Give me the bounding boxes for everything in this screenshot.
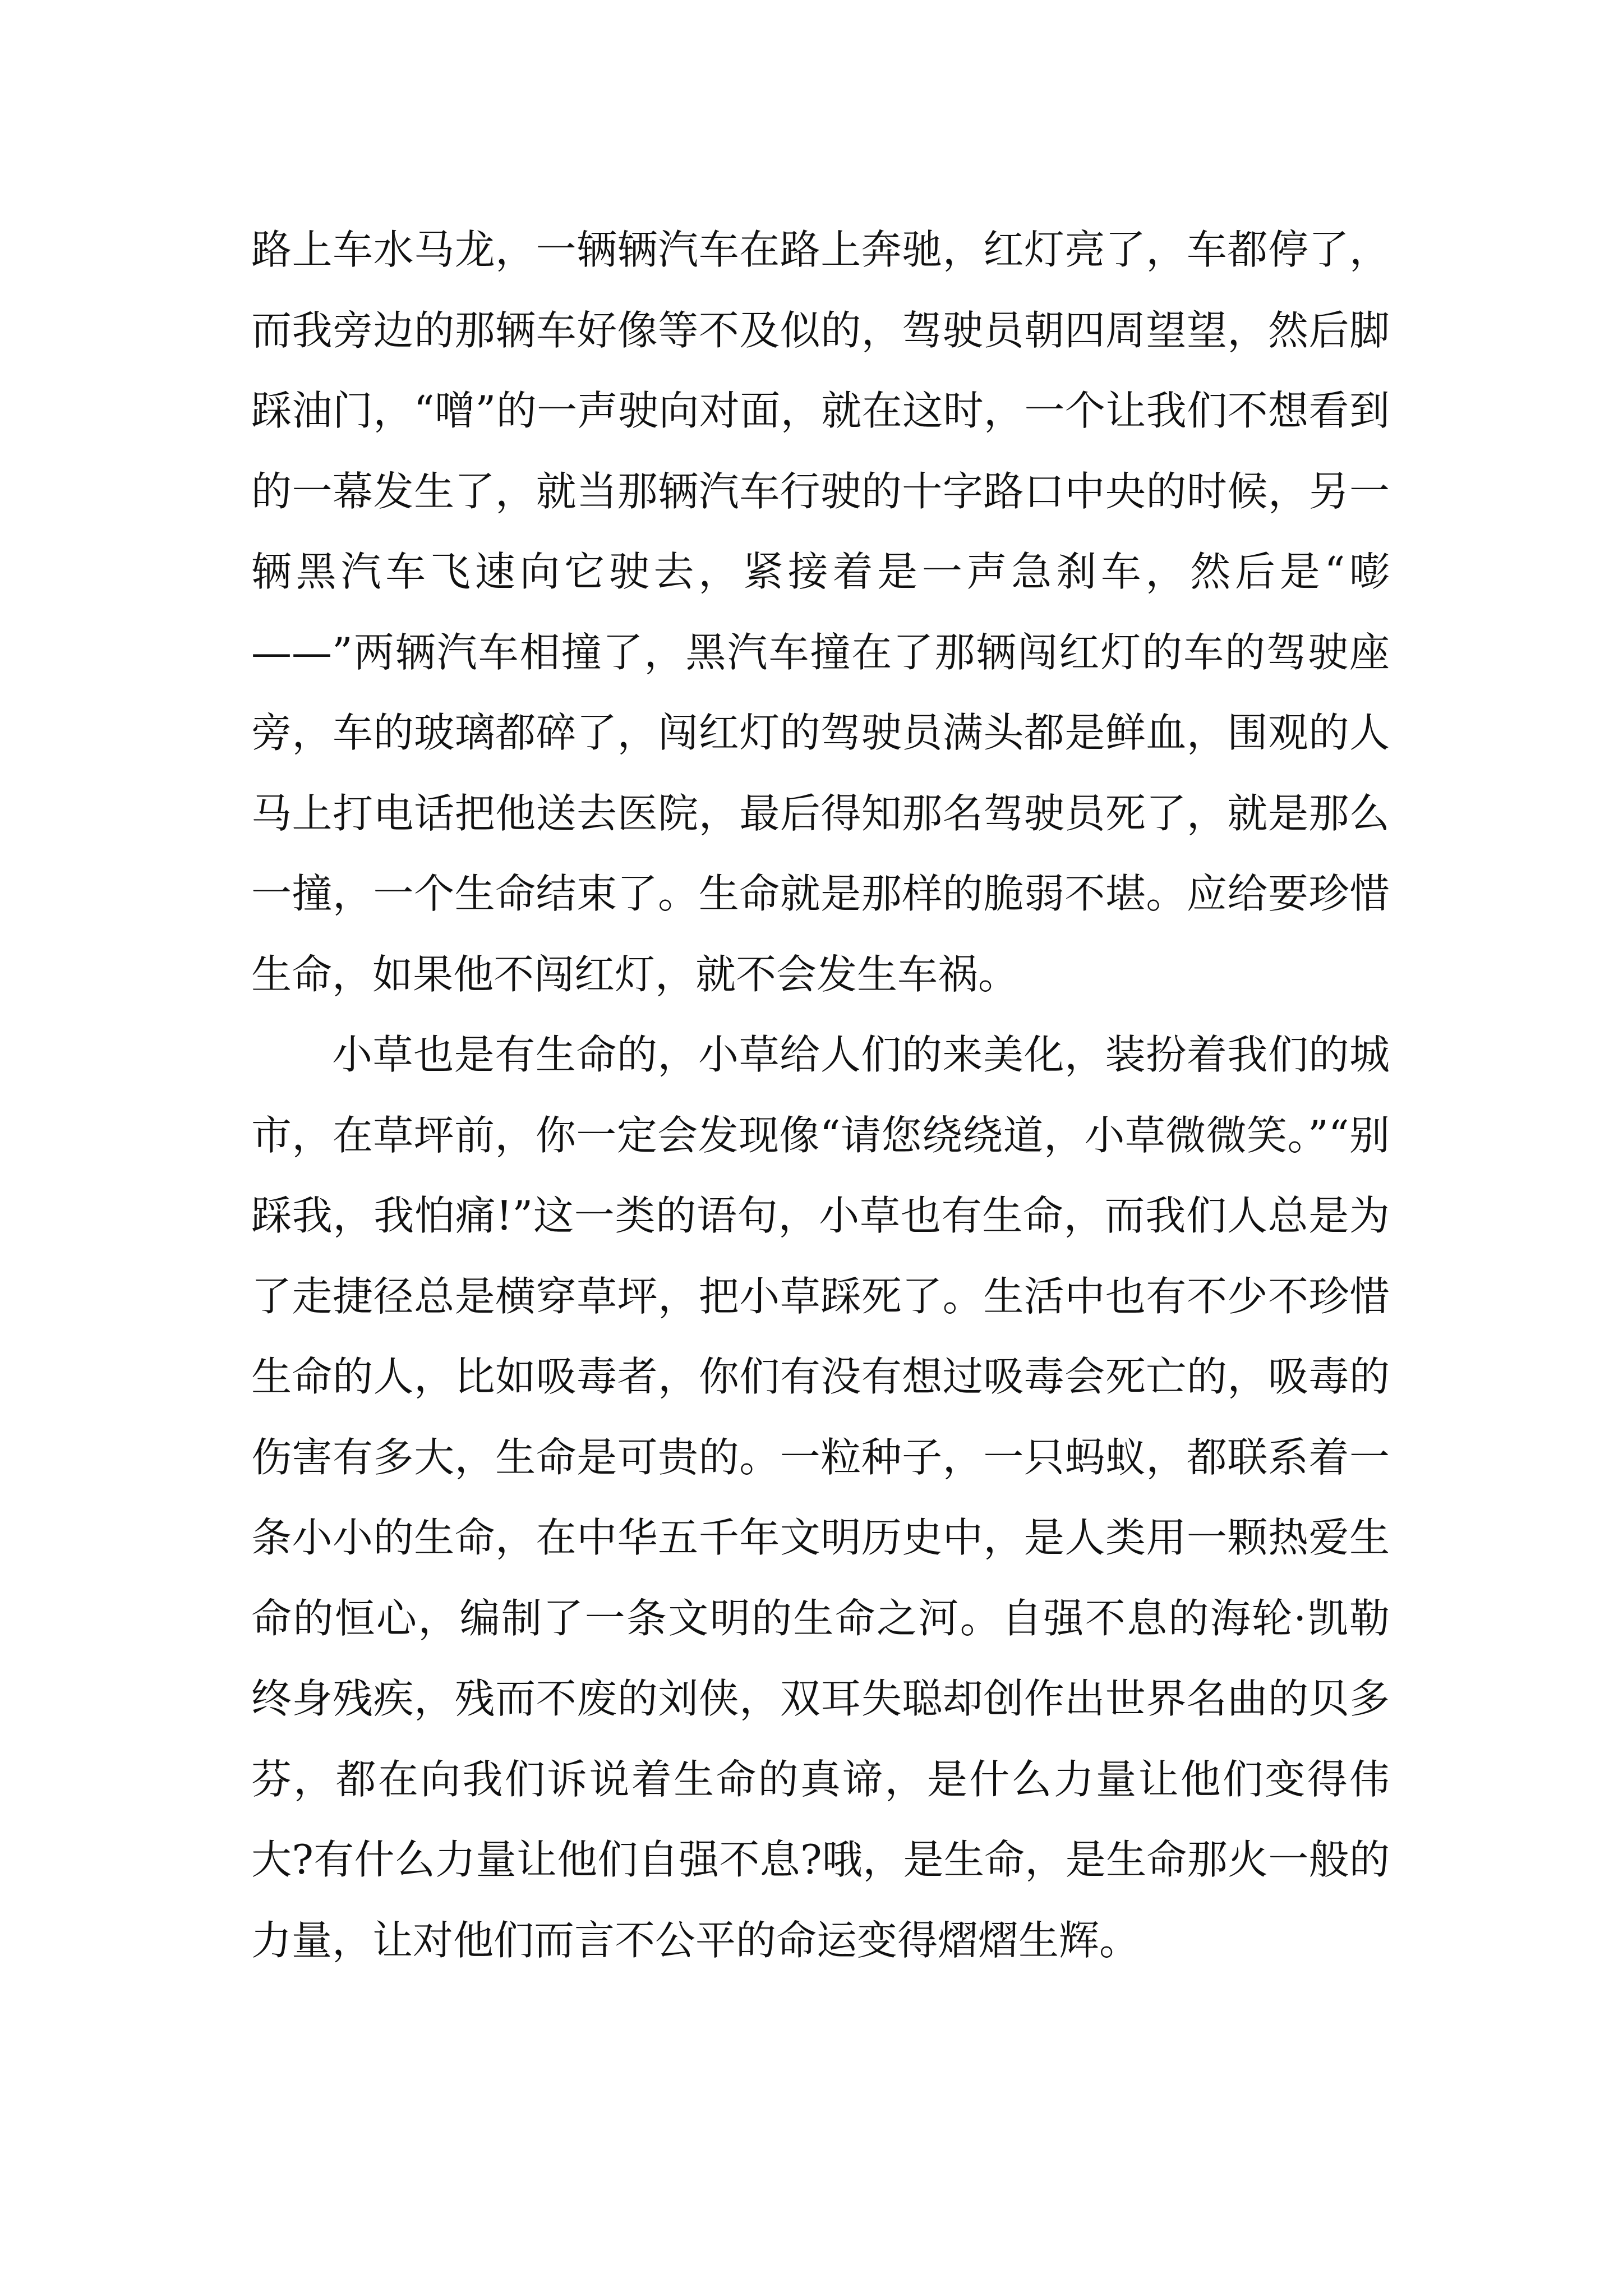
paragraph-traffic-accident: 路上车水马龙，一辆辆汽车在路上奔驰，红灯亮了，车都停了，而我旁边的那辆车好像等不及似的，驾驶员朝四周望望，然后脚踩油门，“噌”的一声驶向对面，就在这时，一个让我们不想看到的一幕发生了，就当那辆汽车行驶的十字路口中央的时候，另一辆黑汽车飞速向它驶去，紧接着是一声急刹车，然后是“嘭——”两辆汽车相撞了，黑汽车撞在了那辆闯红灯的车的驾驶座旁，车的玻璃都碎了，闯红灯的驾驶员满头都是鲜血，围观的人马上打电话把他送去医院，最后得知那名驾驶员死了，就是那么一撞，一个生命结束了。生命就是那样的脆弱不堪。应给要珍惜生命，如果他不闯红灯，就不会发生车祸。 bbox=[251, 226, 1390, 998]
body-text bbox=[251, 210, 1390, 1981]
paragraph-cherish-life: 小草也是有生命的，小草给人们的来美化，装扮着我们的城市，在草坪前，你一定会发现像“请您绕绕道，小草微微笑。”“别踩我，我怕痛!”这一类的语句，小草也有生命，而我们人总是为了走捷径总是横穿草坪，把小草踩死了。生活中也有不少不珍惜生命的人，比如吸毒者，你们有没有想过吸毒会死亡的，吸毒的伤害有多大，生命是可贵的。一粒种子，一只蚂蚁，都联系着一条小小的生命，在中华五千年文明历史中，是人类用一颗热爱生命的恒心，编制了一条文明的生命之河。自强不息的海轮·凯勒终身残疾，残而不废的刘侠，双耳失聪却创作出世界名曲的贝多芬，都在向我们诉说着生命的真谛，是什么力量让他们变得伟大?有什么力量让他们自强不息?哦，是生命，是生命那火一般的力量，让对他们而言不公平的命运变得熠熠生辉。 bbox=[251, 1031, 1390, 1964]
